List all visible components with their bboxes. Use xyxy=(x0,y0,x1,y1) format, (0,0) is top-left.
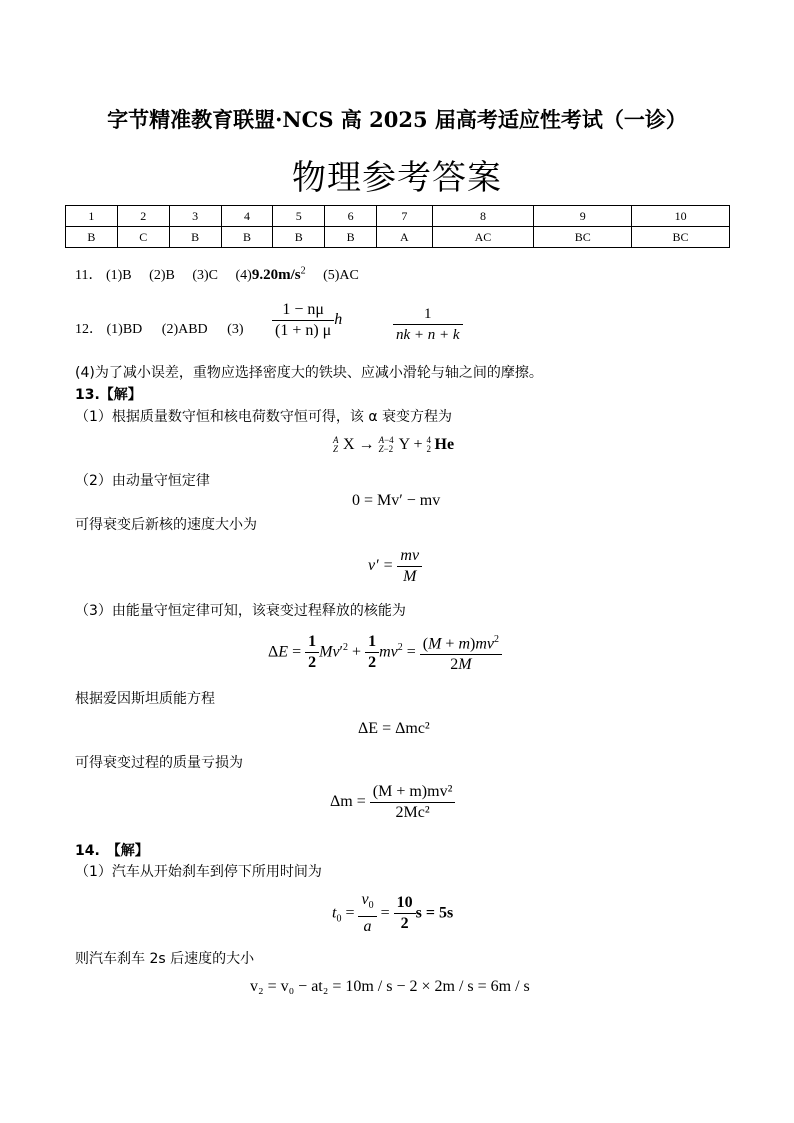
q13-step4: （3）由能量守恒定律可知，该衰变过程释放的核能为 xyxy=(75,603,406,619)
exam-title: 字节精准教育联盟·NCS 高 2025 届高考适应性考试（一诊） xyxy=(107,107,687,132)
q13-step5: 根据爱因斯坦质能方程 xyxy=(75,691,215,707)
q13-velocity-lhs: v′ = xyxy=(368,557,394,575)
q13-step2: （2）由动量守恒定律 xyxy=(75,473,210,489)
q12-formula-2 xyxy=(393,304,463,345)
question-number: 2 xyxy=(117,206,169,227)
q13-velocity-equation xyxy=(368,546,422,587)
q14-velocity-equation: v₂ = v₀ − at₂ = 10m / s − 2 × 2m / s = 6m / s xyxy=(250,978,530,995)
q14-step1: （1）汽车从开始刹车到停下所用时间为 xyxy=(75,864,322,880)
q12-formula-2-denominator: nk + n + k xyxy=(396,327,460,343)
q12-part1: (1)BD xyxy=(106,322,143,337)
question-number-row xyxy=(66,206,730,227)
q13-momentum-equation: 0 = Mv′ − mv xyxy=(352,492,441,509)
q12-formula-2-numerator: 1 xyxy=(393,304,463,325)
answer-key-title: 物理参考答案 xyxy=(292,158,502,198)
question-number: 10 xyxy=(632,206,730,227)
q12-part4: (4)为了减小误差，重物应选择密度大的铁块、应减小滑轮与轴之间的摩擦。 xyxy=(75,365,543,381)
q12-part3: (3) xyxy=(227,322,244,337)
question-number: 7 xyxy=(377,206,433,227)
q12-formula-1-tail: h xyxy=(334,311,343,329)
q13-mass-defect-lhs: Δm = xyxy=(330,793,366,811)
answer-cell: BC xyxy=(534,227,632,248)
q11-number: 11． xyxy=(75,268,103,283)
q13-decay-equation: A Z X → A−4 Z−2 Y + 4 2 He xyxy=(333,435,455,455)
q11-part2: (2)B xyxy=(149,268,175,283)
q12-number: 12． xyxy=(75,322,103,337)
question-number: 6 xyxy=(325,206,377,227)
q11-part5: (5)AC xyxy=(323,268,359,283)
answer-cell: AC xyxy=(432,227,534,248)
q13-step6: 可得衰变过程的质量亏损为 xyxy=(75,755,243,771)
question-number: 3 xyxy=(169,206,221,227)
q14-time-equation: $t_0$ = $\frac{v_0}{a}$ = $\frac{10}{2}$ s = 5s xyxy=(332,891,454,936)
q13-mass-defect-equation xyxy=(330,782,455,823)
q11-part4-label: (4) xyxy=(235,268,252,283)
q13-heading: 13.【解】 xyxy=(75,387,142,403)
q14-heading: 14. 【解】 xyxy=(75,843,149,859)
answer-cell: A xyxy=(377,227,433,248)
q11-part4-exponent: 2 xyxy=(300,265,306,277)
answer-cell: B xyxy=(66,227,118,248)
q12-line xyxy=(75,318,244,338)
answer-cell: BC xyxy=(632,227,730,248)
answer-cell: B xyxy=(169,227,221,248)
q13-mass-defect-denominator: 2Mc² xyxy=(395,804,430,821)
q11-line xyxy=(75,264,359,284)
answer-row xyxy=(66,227,730,248)
answer-cell: C xyxy=(117,227,169,248)
question-number: 4 xyxy=(221,206,273,227)
q13-velocity-numerator: mv xyxy=(397,546,422,567)
q14-step2: 则汽车刹车 2s 后速度的大小 xyxy=(75,951,255,967)
q13-mass-energy-equation: ΔE = Δmc² xyxy=(358,720,430,737)
answer-cell: B xyxy=(325,227,377,248)
q11-part4-value: 9.20m/s xyxy=(251,267,301,283)
question-number: 1 xyxy=(66,206,118,227)
q13-velocity-denominator: M xyxy=(403,568,417,585)
q13-step1: （1）根据质量数守恒和核电荷数守恒可得，该 α 衰变方程为 xyxy=(75,409,453,425)
question-number: 5 xyxy=(273,206,325,227)
q11-part3: (3)C xyxy=(192,268,218,283)
q11-part1: (1)B xyxy=(105,268,132,283)
answer-cell: B xyxy=(221,227,273,248)
q12-part2: (2)ABD xyxy=(161,322,208,337)
q13-energy-equation: ΔE = $\frac{1}{2}$ $Mv'^2$ + $\frac{1}{2}$ $mv^2$ = $\frac{(M + m)mv^2}{2M}$ xyxy=(268,630,502,675)
answer-table xyxy=(65,205,730,248)
q13-step3: 可得衰变后新核的速度大小为 xyxy=(75,517,257,533)
answer-cell: B xyxy=(273,227,325,248)
question-number: 8 xyxy=(432,206,534,227)
q12-formula-1-denominator: (1 + n) μ xyxy=(275,322,332,339)
q12-formula-1-numerator: 1 − nμ xyxy=(272,300,334,321)
q13-mass-defect-numerator: (M + m)mv² xyxy=(370,782,456,803)
q12-formula-1 xyxy=(272,300,342,341)
question-number: 9 xyxy=(534,206,632,227)
